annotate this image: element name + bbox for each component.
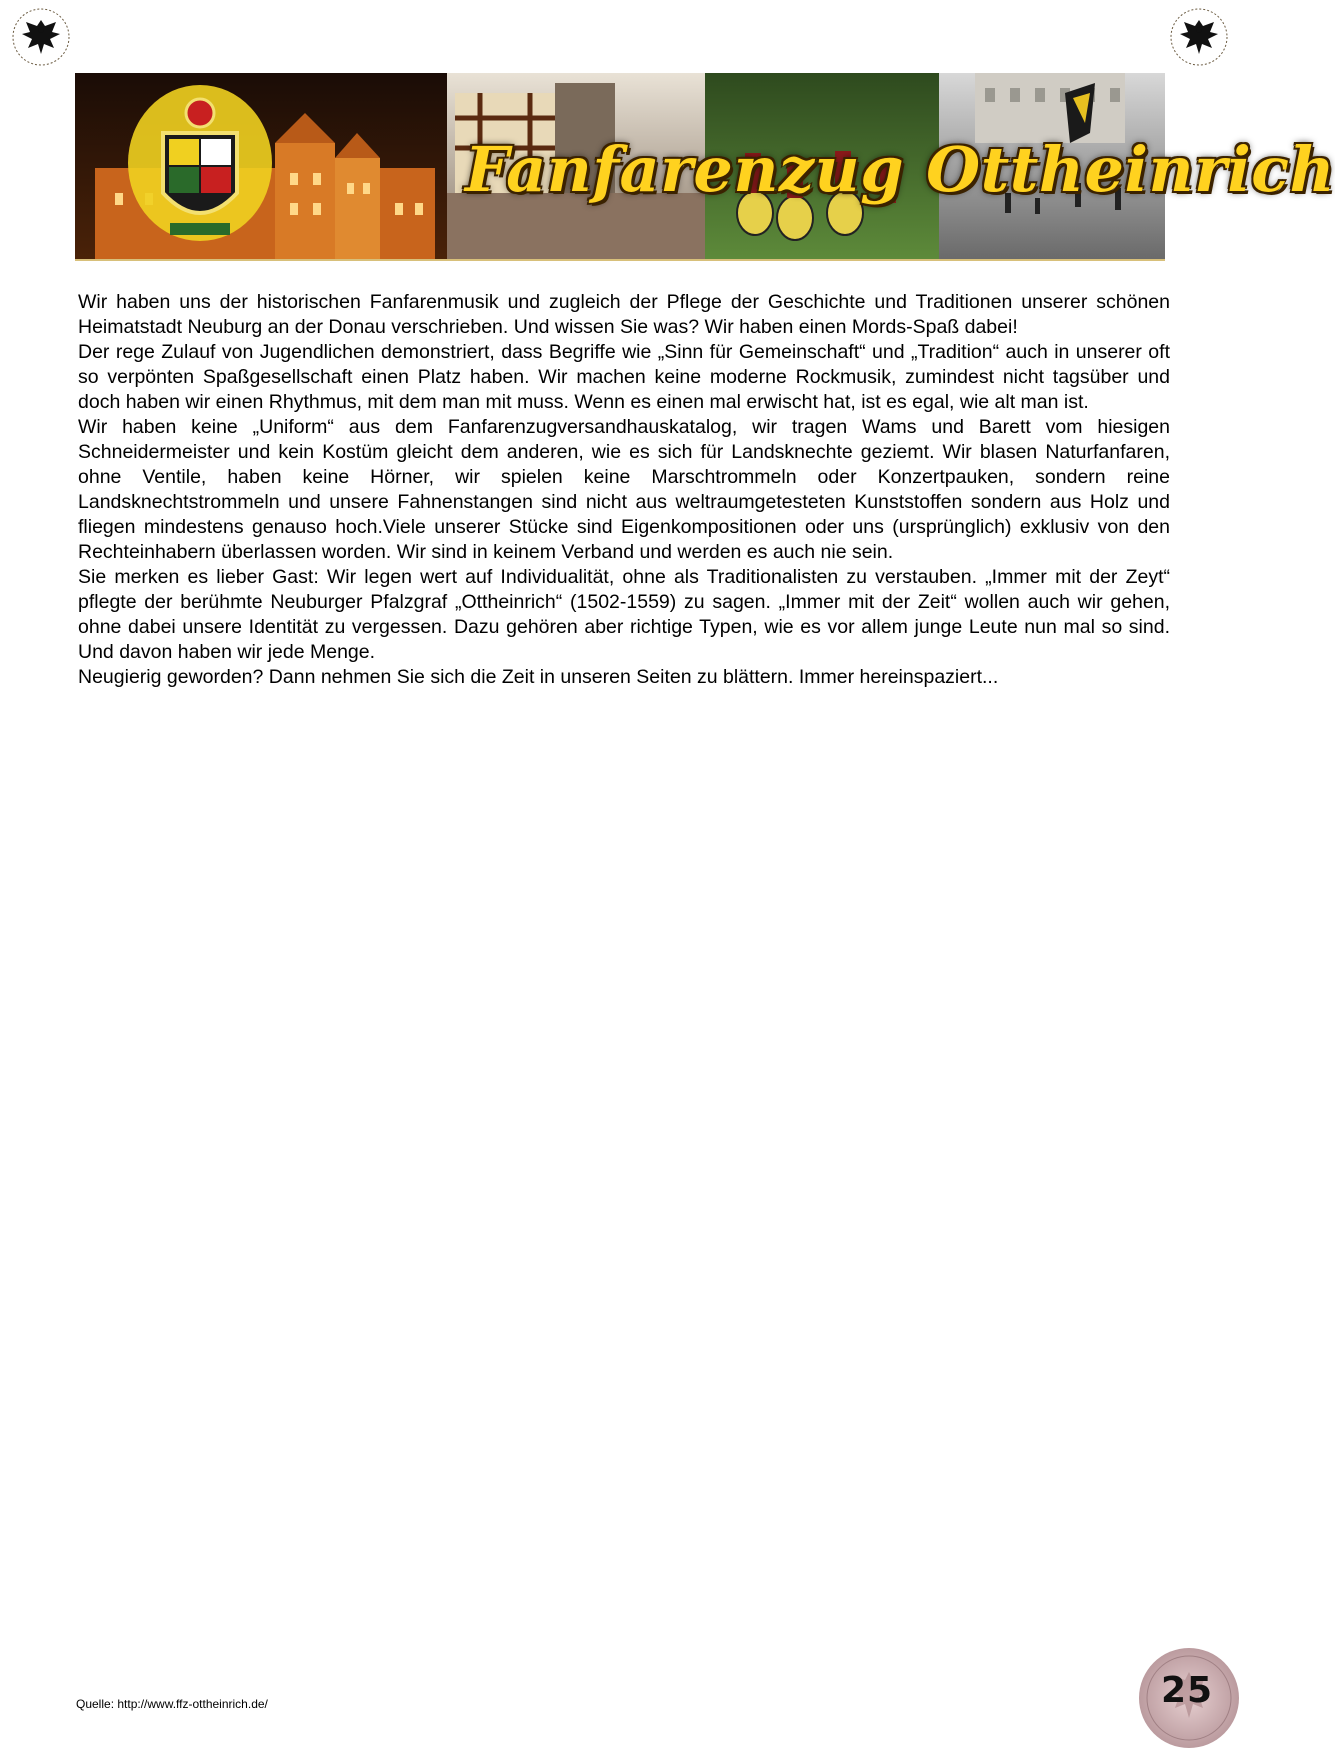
coat-of-arms-icon (128, 85, 272, 241)
paragraph: Der rege Zulauf von Jugendlichen demonstriert, dass Begriffe wie „Sinn für Gemeinschaft“ und „Tradition“ auch in unserer oft so verpönten Spaßgesellschaft einen Platz haben. Wir machen keine moderne Rockmusik, zumindest nicht tagsüber und doch haben wir einen Rhythmus, mit dem man mit muss. Wenn es einen mal erwischt hat, ist es egal, wie alt man ist. (78, 341, 1170, 413)
header-banner (75, 73, 1335, 261)
source-credit: Quelle: http://www.ffz-ottheinrich.de/ (76, 1697, 268, 1711)
page-number: 25 (1160, 1670, 1214, 1711)
page-number-badge (1137, 1642, 1237, 1750)
eagle-emblem-icon (6, 6, 76, 68)
paragraph: Neugierig geworden? Dann nehmen Sie sich die Zeit in unseren Seiten zu blättern. Immer hereinspaziert... (78, 666, 999, 688)
eagle-emblem-icon (1164, 6, 1234, 68)
paragraph: Wir haben keine „Uniform“ aus dem Fanfarenzugversandhauskatalog, wir tragen Wams und Barett vom hiesigen Schneidermeister und kein Kostüm gleicht dem anderen, wie es sich für Landsknechte geziemt. Wir blasen Naturfanfaren, ohne Ventile, haben keine Hörner, wir spielen keine Marschtrommeln oder Konzertpauken, sondern reine Landsknechtstrommeln und unsere Fahnenstangen sind nicht aus weltraumgetesteten Kunststoffen sondern aus Holz und fliegen mindestens genauso hoch.Viele unserer Stücke sind Eigenkompositionen oder uns (ursprünglich) exklusiv von den Rechteinhabern überlassen worden. Wir sind in keinem Verband und werden es auch nie sein. (78, 416, 1170, 563)
banner-title: Fanfarenzug Ottheinrich (465, 133, 1335, 206)
paragraph: Wir haben uns der historischen Fanfarenmusik und zugleich der Pflege der Geschichte und Traditionen unserer schönen Heimatstadt Neuburg an der Donau verschrieben. Und wissen Sie was? Wir haben einen Mords-Spaß dabei! (78, 291, 1170, 338)
article-body (78, 290, 1170, 690)
paragraph: Sie merken es lieber Gast: Wir legen wert auf Individualität, ohne als Traditionalisten zu verstauben. „Immer mit der Zeyt“ pflegte der berühmte Neuburger Pfalzgraf „Ottheinrich“ (1502-1559) zu sagen. „Immer mit der Zeit“ wollen auch wir gehen, ohne dabei unsere Identität zu vergessen. Dazu gehören aber richtige Typen, wie es vor allem junge Leute nun mal so sind. Und davon haben wir jede Menge. (78, 566, 1170, 663)
